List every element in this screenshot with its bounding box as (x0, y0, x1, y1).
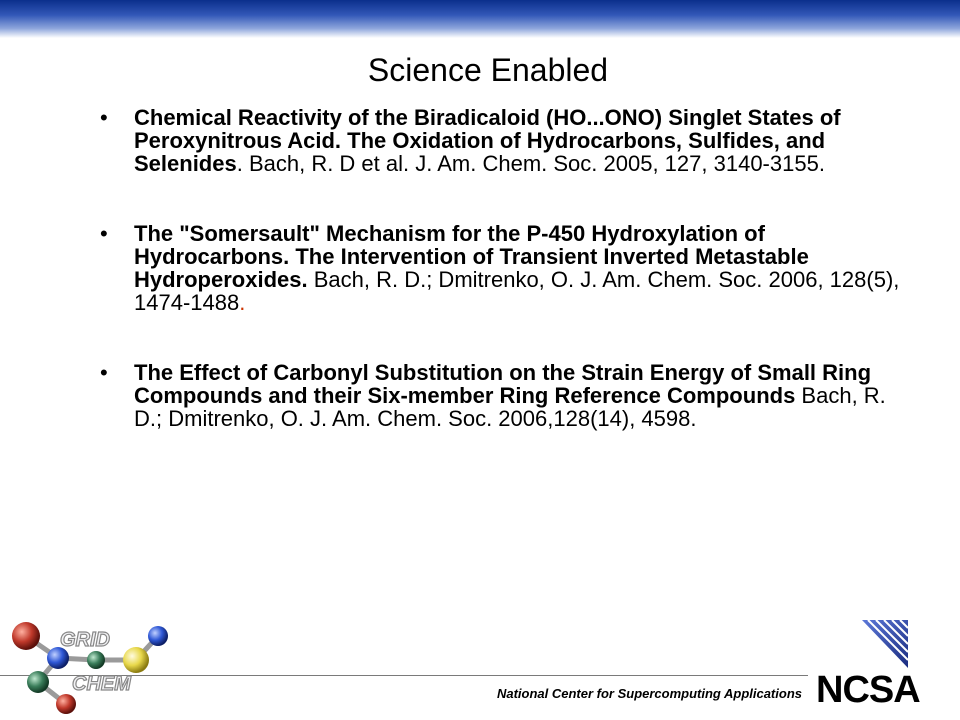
reference-list (100, 106, 900, 477)
reference-title: Chemical Reactivity of the Biradicaloid (HO...ONO) Singlet States of Peroxynitrous Acid. The Oxidation of Hydrocarbons, Sulfides, and Selenides (134, 105, 841, 176)
footer-org-name: National Center for Supercomputing Applications (496, 686, 802, 701)
svg-text:CHEM: CHEM (72, 673, 131, 695)
slide-title: Science Enabled (367, 52, 609, 88)
bullet-icon: • (100, 221, 108, 246)
ncsa-logo-icon (812, 618, 952, 710)
svg-text:NCSA: NCSA (816, 669, 920, 710)
bullet-icon: • (100, 105, 108, 130)
reference-item (100, 222, 900, 314)
grid-chem-molecule-logo-icon (0, 612, 200, 720)
reference-accent: . (239, 290, 246, 315)
reference-citation: . Bach, R. D et al. J. Am. Chem. Soc. 2005, 127, 3140-3155. (236, 151, 825, 176)
header-gradient-bar (0, 0, 960, 38)
reference-title: The Effect of Carbonyl Substitution on the Strain Energy of Small Ring Compounds and their Six-member Ring Reference Compounds (134, 360, 872, 408)
reference-citation: Bach, R. D.; Dmitrenko, O. J. Am. Chem. Soc. 2006, 128(5), 1474-1488 (134, 267, 900, 315)
svg-text:GRID: GRID (60, 629, 110, 651)
reference-title: The "Somersault" Mechanism for the P-450 Hydroxylation of Hydrocarbons. The Intervention of Transient Inverted Metastable Hydroperoxides. (134, 221, 809, 292)
bullet-icon: • (100, 360, 108, 385)
reference-item (100, 106, 900, 175)
reference-citation: Bach, R. D.; Dmitrenko, O. J. Am. Chem. Soc. 2006,128(14), 4598. (134, 383, 886, 431)
reference-item (100, 361, 900, 430)
